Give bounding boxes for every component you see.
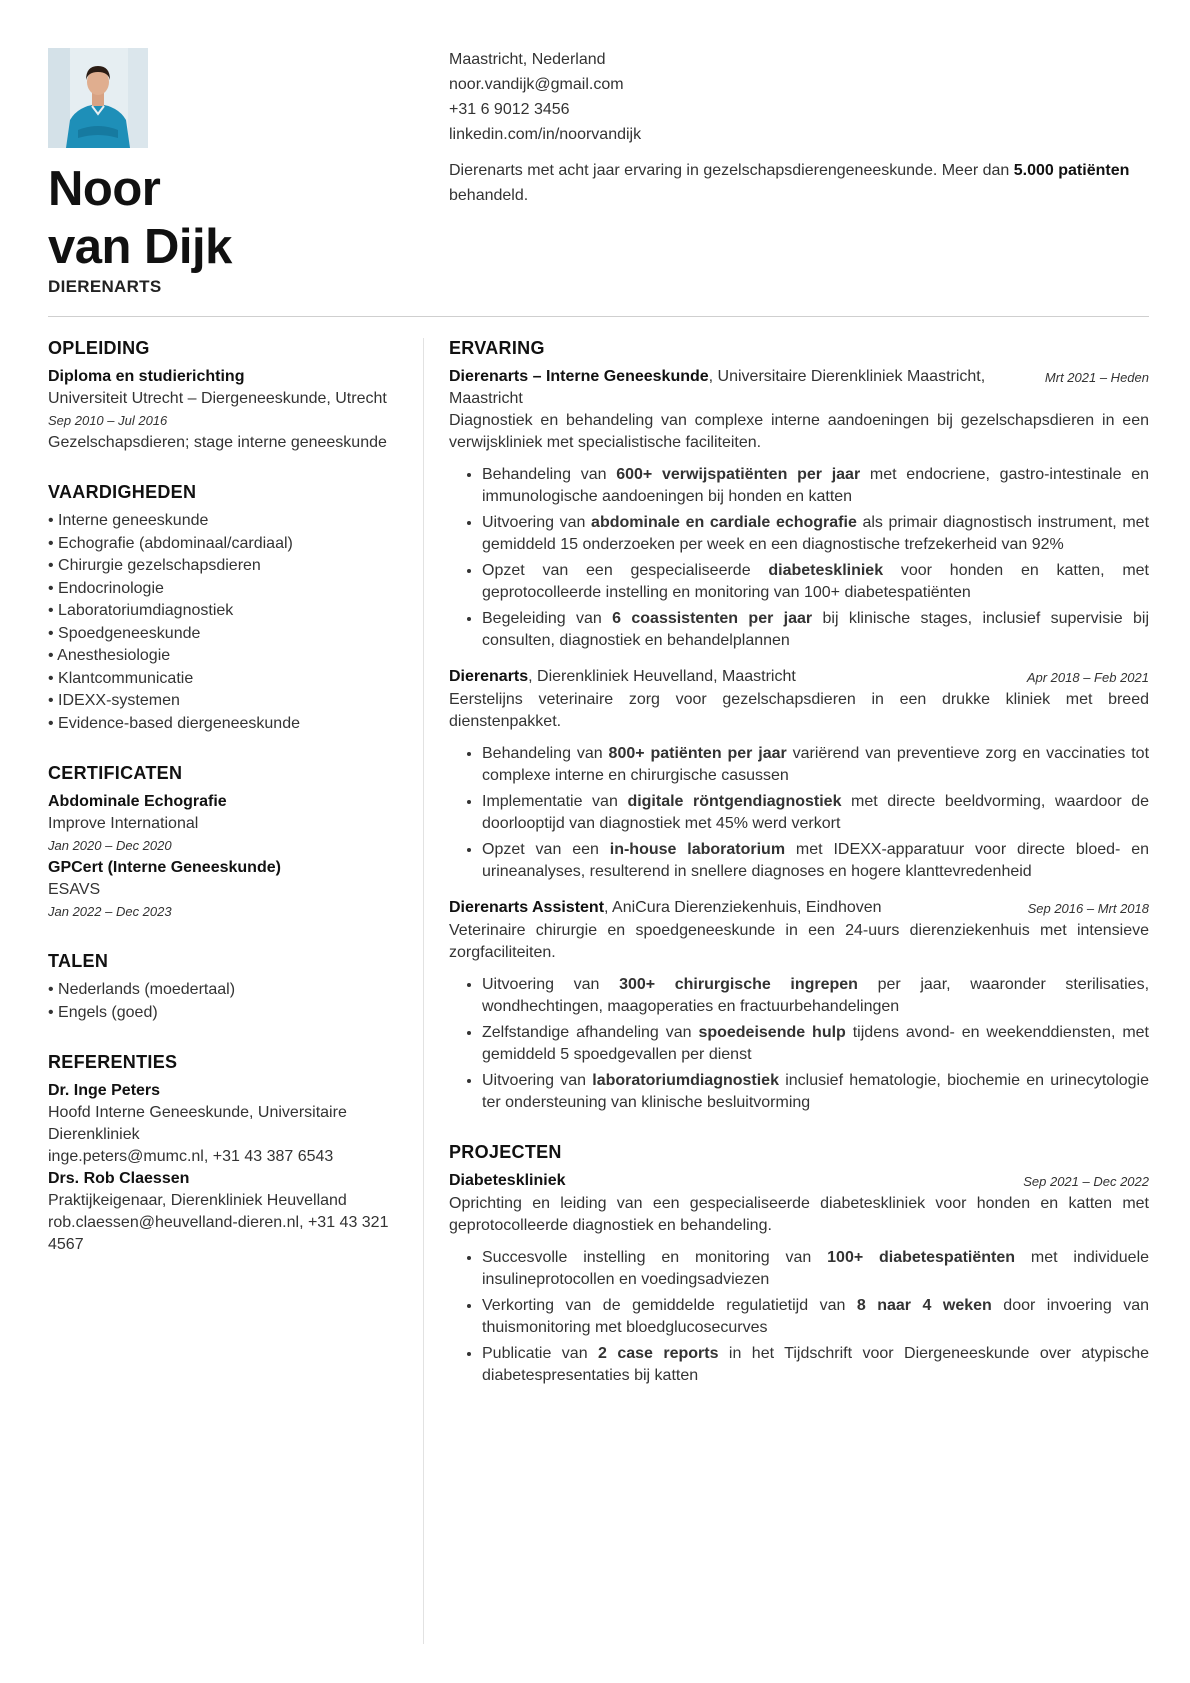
skill-label: Spoedgeneeskunde: [58, 624, 201, 642]
skill-label: Evidence-based diergeneeskunde: [58, 714, 300, 732]
education-details: Gezelschapsdieren; stage interne geneeskunde: [48, 434, 387, 451]
contact-block: [449, 47, 641, 147]
bullet-highlight: 8 naar 4 weken: [856, 1297, 992, 1314]
job-organization: , Universitaire Dierenkliniek Maastricht, Maastricht: [449, 368, 986, 407]
project-dates: Sep 2021 – Dec 2022: [1023, 1174, 1149, 1189]
language-item: • Engels (goed): [48, 1003, 158, 1021]
project-description: Oprichting en leiding van een gespecialiseerde diabeteskliniek voor honden en katten met geprotocolleerde diagnostiek en behandeling.: [449, 1195, 1149, 1234]
job-bullet: [482, 743, 1149, 787]
project-bullet: [482, 1343, 1149, 1387]
name-first: Noor: [48, 162, 161, 216]
bullet-text: Opzet van een gespecialiseerde: [482, 562, 769, 579]
skill-item: • IDEXX-systemen: [48, 692, 180, 709]
job-entry: [449, 666, 1149, 883]
bullet-text: met individuele insulineprotocollen en voedingsadviezen: [482, 1249, 1150, 1288]
profile-photo-image: [48, 48, 148, 148]
reference-contact: inge.peters@mumc.nl, +31 43 387 6543: [48, 1148, 334, 1165]
project-bullet: [482, 1247, 1149, 1291]
job-bullet: [482, 608, 1149, 652]
skill-label: Klantcommunicatie: [58, 669, 194, 687]
job-header: [449, 366, 1149, 410]
section-heading: REFERENTIES: [48, 1052, 178, 1072]
skill-item: • Klantcommunicatie: [48, 669, 194, 687]
skill-label: Chirurgie gezelschapsdieren: [58, 557, 261, 574]
bullet-highlight: 800+ patiënten per jaar: [608, 745, 787, 762]
skill-item: • Spoedgeneeskunde: [48, 624, 201, 642]
bullet-highlight: diabeteskliniek: [768, 562, 884, 579]
bullet-text: per jaar, waaronder sterilisaties, wondhechtingen, maagoperaties en fractuurbehandelingen: [482, 976, 1150, 1015]
certificates-section: [48, 761, 400, 923]
job-entry: [449, 366, 1149, 652]
skill-item: • Interne geneeskunde: [48, 512, 209, 529]
job-bullets: [449, 974, 1149, 1114]
reference-contact: rob.claessen@heuvelland-dieren.nl, +31 43 321 4567: [48, 1214, 389, 1253]
section-heading: PROJECTEN: [449, 1142, 562, 1162]
job-bullet: [482, 1070, 1149, 1114]
bullet-highlight: 2 case reports: [598, 1345, 719, 1362]
bullet-text: Implementatie van: [482, 793, 628, 810]
experience-section: [449, 336, 1149, 1114]
language-label: Nederlands (moedertaal): [58, 981, 236, 998]
bullet-highlight: 100+ diabetespatiënten: [827, 1249, 1016, 1266]
bullet-text: voor honden en katten, met geprotocolleerde instelling en monitoring van 100+ diabetespatiënten: [482, 562, 1149, 601]
skill-item: • Anesthesiologie: [48, 647, 171, 664]
bullet-text: inclusief hematologie, biochemie en urinecytologie ter ondersteuning van klinische besluitvorming: [482, 1072, 1149, 1111]
bullet-highlight: abdominale en cardiale echografie: [591, 514, 857, 531]
reference-position: Hoofd Interne Geneeskunde, Universitaire Dierenkliniek: [48, 1104, 347, 1143]
certificate-item: [48, 857, 400, 923]
certificate-item: [48, 791, 400, 857]
project-title: Diabeteskliniek: [449, 1172, 566, 1189]
education-degree: Diploma en studierichting: [48, 368, 245, 385]
project-entry: [449, 1170, 1149, 1387]
bullet-highlight: digitale röntgendiagnostiek: [627, 793, 842, 810]
job-organization: , Dierenkliniek Heuvelland, Maastricht: [528, 668, 796, 685]
contact-location: Maastricht, Nederland: [449, 51, 606, 68]
bullet-text: Uitvoering van: [482, 976, 620, 993]
skill-item: • Laboratoriumdiagnostiek: [48, 602, 234, 619]
bullet-highlight: spoedeisende hulp: [698, 1024, 846, 1041]
job-header: [449, 897, 1149, 920]
bullet-highlight: 300+ chirurgische ingrepen: [619, 976, 858, 993]
bullet-highlight: 600+ verwijspatiënten per jaar: [616, 466, 861, 483]
bullet-highlight: laboratoriumdiagnostiek: [592, 1072, 779, 1089]
header-divider: [48, 316, 1149, 317]
job-bullet: [482, 560, 1149, 604]
project-header: [449, 1170, 1149, 1193]
job-title-line: [449, 897, 902, 919]
languages-section: [48, 949, 400, 1024]
certificate-dates: Jan 2022 – Dec 2023: [48, 904, 172, 919]
job-description: Veterinaire chirurgie en spoedgeneeskunde in een 24-uurs dierenziekenhuis met intensieve zorgfaciliteiten.: [449, 922, 1149, 961]
reference-name: Dr. Inge Peters: [48, 1082, 161, 1099]
skill-label: Laboratoriumdiagnostiek: [58, 602, 234, 619]
bullet-text: Zelfstandige afhandeling van: [482, 1024, 699, 1041]
section-heading: OPLEIDING: [48, 338, 150, 358]
job-bullets: [449, 743, 1149, 883]
job-title: Dierenarts – Interne Geneeskunde: [449, 368, 709, 385]
contact-linkedin[interactable]: linkedin.com/in/noorvandijk: [449, 126, 642, 143]
bullet-text: Uitvoering van: [482, 1072, 593, 1089]
job-dates: Sep 2016 – Mrt 2018: [1027, 901, 1149, 916]
summary-highlight: 5.000 patiënten: [1013, 162, 1130, 179]
job-title: Dierenarts Assistent: [449, 899, 605, 916]
contact-phone: +31 6 9012 3456: [449, 101, 570, 118]
reference-item: [48, 1080, 400, 1168]
bullet-text: Uitvoering van: [482, 514, 592, 531]
job-title-line: [449, 666, 816, 688]
job-entry: [449, 897, 1149, 1114]
candidate-name: [48, 160, 232, 276]
profile-photo: [48, 48, 148, 148]
certificate-dates: Jan 2020 – Dec 2020: [48, 838, 172, 853]
projects-section: [449, 1140, 1149, 1387]
language-item: • Nederlands (moedertaal): [48, 981, 236, 998]
references-section: [48, 1050, 400, 1256]
certificate-issuer: Improve International: [48, 815, 199, 832]
skills-section: [48, 480, 400, 735]
project-bullet: [482, 1295, 1149, 1339]
job-title-line: [449, 366, 1045, 410]
job-bullet: [482, 974, 1149, 1018]
section-heading: VAARDIGHEDEN: [48, 482, 197, 502]
bullet-highlight: 6 coassistenten per jaar: [612, 610, 813, 627]
section-heading: CERTIFICATEN: [48, 763, 183, 783]
summary-text: Dierenarts met acht jaar ervaring in gezelschapsdierengeneeskunde. Meer dan: [449, 162, 1014, 179]
job-bullet: [482, 1022, 1149, 1066]
job-bullet: [482, 512, 1149, 556]
skill-label: Anesthesiologie: [57, 647, 171, 664]
skill-item: • Endocrinologie: [48, 579, 164, 597]
job-bullet: [482, 791, 1149, 835]
bullet-text: als primair diagnostisch instrument, met gemiddeld 15 onderzoeken per week en een diagnostische trefzekerheid van 92%: [482, 514, 1150, 553]
bullet-text: met IDEXX-apparatuur voor directe bloed- en urineanalyses, resulterend in snellere diagnoses en hogere klanttevredenheid: [482, 841, 1150, 880]
bullet-text: met endocriene, gastro-intestinale en immunologische aandoeningen bij honden en katten: [482, 466, 1149, 505]
reference-position: Praktijkeigenaar, Dierenkliniek Heuvelland: [48, 1192, 347, 1209]
job-header: [449, 666, 1149, 689]
education-section: [48, 336, 400, 454]
bullet-text: Behandeling van: [482, 466, 617, 483]
name-last: van Dijk: [48, 220, 232, 274]
bullet-text: Verkorting van de gemiddelde regulatietijd van: [482, 1297, 857, 1314]
summary-text-end: behandeld.: [449, 187, 529, 204]
certificate-title: Abdominale Echografie: [48, 793, 227, 810]
skill-label: IDEXX-systemen: [58, 692, 180, 709]
skill-label: Endocrinologie: [58, 579, 164, 597]
certificate-issuer: ESAVS: [48, 881, 101, 898]
job-dates: Apr 2018 – Feb 2021: [1026, 670, 1149, 685]
job-title: Dierenarts: [449, 668, 529, 685]
bullet-text: bij klinische stages, inclusief supervisie bij consulten, diagnostiek en behandelplannen: [482, 610, 1150, 649]
job-description: Diagnostiek en behandeling van complexe interne aandoeningen bij gezelschapsdieren in een verwijskliniek met specialistische faciliteiten.: [449, 412, 1149, 451]
left-column: [48, 336, 400, 1282]
job-organization: , AniCura Dierenziekenhuis, Eindhoven: [604, 899, 882, 916]
bullet-text: Begeleiding van: [482, 610, 613, 627]
reference-name: Drs. Rob Claessen: [48, 1170, 190, 1187]
education-school: Universiteit Utrecht – Diergeneeskunde, Utrecht: [48, 390, 387, 407]
skill-label: Interne geneeskunde: [58, 512, 209, 529]
column-divider: [423, 338, 424, 1644]
profile-summary: [449, 158, 1149, 208]
job-bullet: [482, 839, 1149, 883]
bullet-text: met directe beeldvorming, waardoor de doorlooptijd van diagnostiek met 45% werd verkort: [482, 793, 1150, 832]
bullet-text: Opzet van een: [482, 841, 610, 858]
job-bullet: [482, 464, 1149, 508]
bullet-text: Succesvolle instelling en monitoring van: [482, 1249, 828, 1266]
job-bullets: [449, 464, 1149, 652]
reference-item: [48, 1168, 400, 1256]
bullet-text: Behandeling van: [482, 745, 609, 762]
section-heading: TALEN: [48, 951, 109, 971]
section-heading: ERVARING: [449, 338, 545, 358]
bullet-text: variërend van preventieve zorg en vaccinaties tot complexe interne en chirurgische casussen: [482, 745, 1150, 784]
bullet-text: tijdens avond- en weekenddiensten, met gemiddeld 5 spoedgevallen per dienst: [482, 1024, 1149, 1063]
bullet-text: in het Tijdschrift voor Diergeneeskunde over atypische diabetespresentaties bij katten: [482, 1345, 1149, 1384]
contact-email[interactable]: noor.vandijk@gmail.com: [449, 76, 624, 93]
project-bullets: [449, 1247, 1149, 1387]
education-dates: Sep 2010 – Jul 2016: [48, 413, 168, 428]
certificate-title: GPCert (Interne Geneeskunde): [48, 859, 281, 876]
skill-item: • Evidence-based diergeneeskunde: [48, 714, 300, 732]
bullet-text: Publicatie van: [482, 1345, 599, 1362]
job-dates: Mrt 2021 – Heden: [1044, 370, 1149, 385]
language-label: Engels (goed): [58, 1003, 158, 1021]
bullet-highlight: in-house laboratorium: [609, 841, 786, 858]
skill-item: • Echografie (abdominaal/cardiaal): [48, 534, 293, 552]
bullet-text: door invoering van thuismonitoring met bloedglucosecurves: [482, 1297, 1150, 1336]
right-column: [449, 336, 1149, 1413]
job-description: Eerstelijns veterinaire zorg voor gezelschapsdieren in een drukke kliniek met breed dienstenpakket.: [449, 691, 1149, 730]
skill-item: • Chirurgie gezelschapsdieren: [48, 557, 261, 574]
job-role: DIERENARTS: [48, 277, 162, 296]
skill-label: Echografie (abdominaal/cardiaal): [58, 534, 293, 552]
